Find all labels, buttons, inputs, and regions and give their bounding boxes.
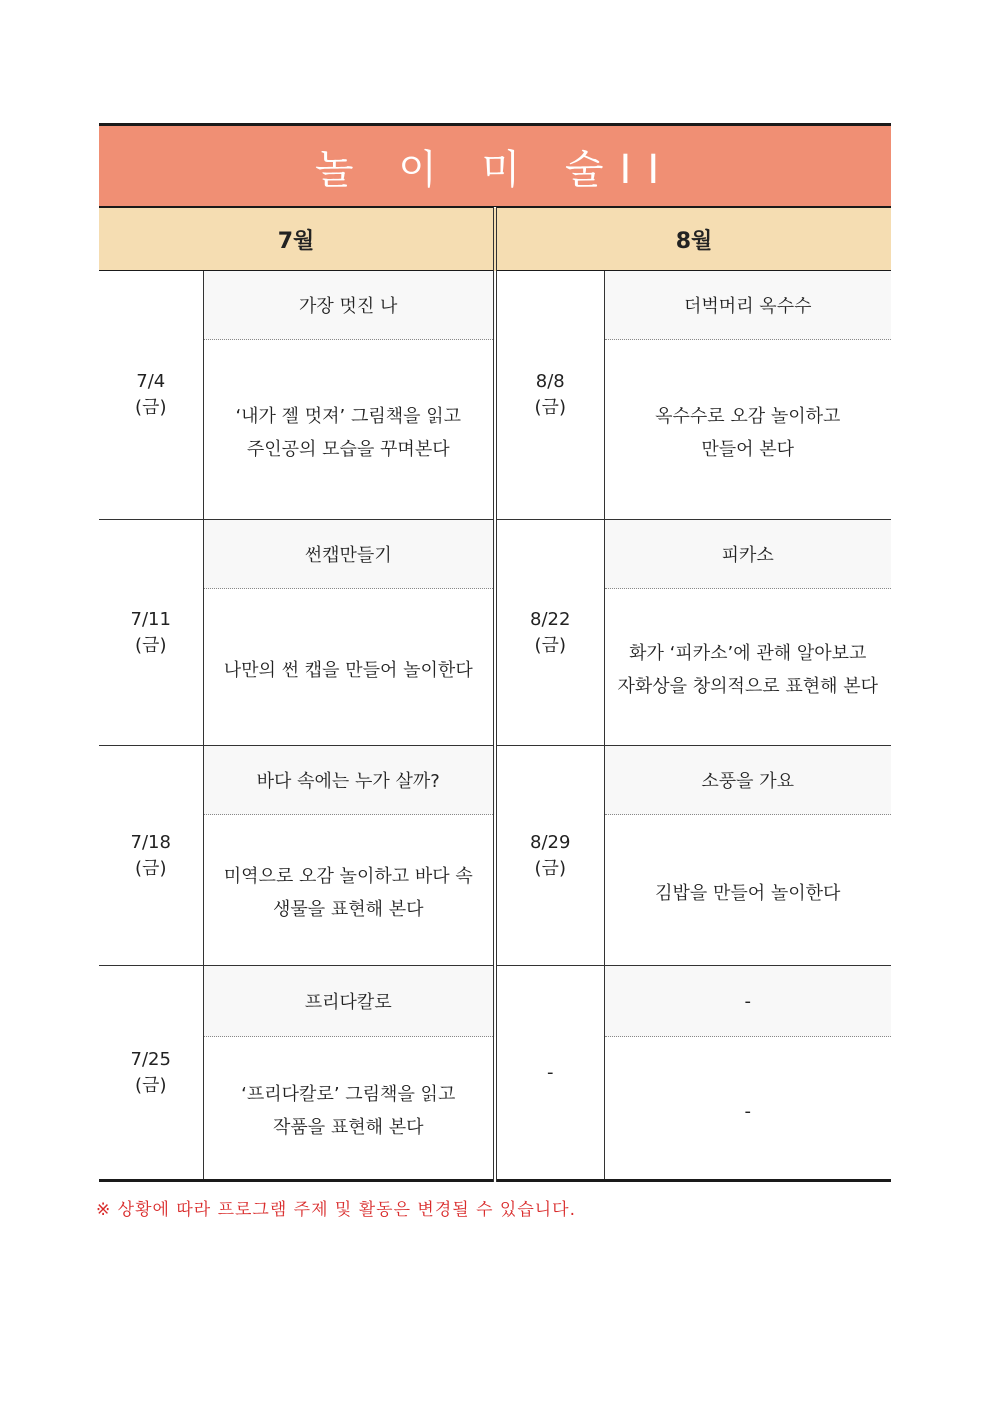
activity-topic: 소풍을 가요	[604, 746, 891, 815]
schedule-row	[99, 520, 891, 589]
activity-description	[203, 340, 495, 520]
schedule-sheet	[99, 123, 891, 1182]
activity-description-line: ‘프리다칼로’ 그림책을 읽고	[241, 1084, 456, 1105]
date-cell	[99, 520, 203, 746]
date-label: 8/22	[530, 608, 571, 630]
schedule-row	[99, 271, 891, 340]
date-cell	[495, 271, 604, 520]
date-label: 8/29	[530, 831, 571, 853]
activity-description-line: 나만의 썬 캡을 만들어 놀이한다	[223, 659, 473, 681]
weekday-label: (금)	[135, 857, 167, 879]
page-title: 놀 이 미 술II	[99, 123, 891, 207]
weekday-label: (금)	[534, 397, 566, 418]
activity-description-line: 주인공의 모습을 꾸며본다	[246, 438, 450, 460]
activity-description-line: 생물을 표현해 본다	[272, 899, 424, 920]
activity-description-line: -	[744, 1100, 751, 1122]
date-label: 8/8	[535, 371, 565, 392]
weekday-label: (금)	[135, 634, 167, 656]
date-label: -	[547, 1061, 554, 1083]
month-header-row	[99, 208, 891, 271]
activity-topic: 더벅머리 옥수수	[604, 271, 891, 340]
schedule-table	[99, 207, 891, 1182]
activity-description	[203, 1037, 495, 1181]
date-label: 7/4	[136, 371, 166, 392]
weekday-label: (금)	[135, 1074, 167, 1096]
date-label: 7/11	[130, 608, 171, 630]
month-header-july: 7월	[99, 208, 495, 271]
schedule-row	[99, 746, 891, 815]
activity-topic: 썬캡만들기	[203, 520, 495, 589]
date-cell	[99, 271, 203, 520]
activity-description-line: ‘내가 젤 멋져’ 그림책을 읽고	[235, 405, 462, 427]
activity-description-line: 화가 ‘피카소’에 관해 알아보고	[629, 643, 867, 664]
activity-description	[604, 589, 891, 746]
date-cell	[99, 966, 203, 1181]
activity-description-line: 자화상을 창의적으로 표현해 본다	[617, 676, 879, 697]
activity-topic: 바다 속에는 누가 살까?	[203, 746, 495, 815]
activity-topic: 피카소	[604, 520, 891, 589]
date-cell	[495, 746, 604, 966]
activity-description-line: 만들어 본다	[701, 438, 795, 460]
activity-description	[604, 815, 891, 966]
weekday-label: (금)	[534, 634, 566, 656]
weekday-label: (금)	[534, 857, 566, 879]
schedule-row	[99, 966, 891, 1037]
date-cell	[495, 520, 604, 746]
activity-description-line: 미역으로 오감 놀이하고 바다 속	[223, 866, 473, 887]
activity-description-line: 김밥을 만들어 놀이한다	[655, 882, 841, 904]
activity-description	[604, 1037, 891, 1181]
month-header-august: 8월	[495, 208, 891, 271]
activity-description	[604, 340, 891, 520]
activity-topic: 프리다칼로	[203, 966, 495, 1037]
notice-text: ※ 상황에 따라 프로그램 주제 및 활동은 변경될 수 있습니다.	[96, 1200, 576, 1220]
weekday-label: (금)	[135, 397, 167, 418]
activity-description-line: 옥수수로 오감 놀이하고	[655, 405, 841, 427]
date-cell	[99, 746, 203, 966]
date-label: 7/25	[130, 1048, 171, 1070]
activity-description	[203, 815, 495, 966]
activity-topic: 가장 멋진 나	[203, 271, 495, 340]
activity-topic: -	[604, 966, 891, 1037]
date-cell	[495, 966, 604, 1181]
activity-description	[203, 589, 495, 746]
activity-description-line: 작품을 표현해 본다	[272, 1117, 424, 1138]
date-label: 7/18	[130, 831, 171, 853]
